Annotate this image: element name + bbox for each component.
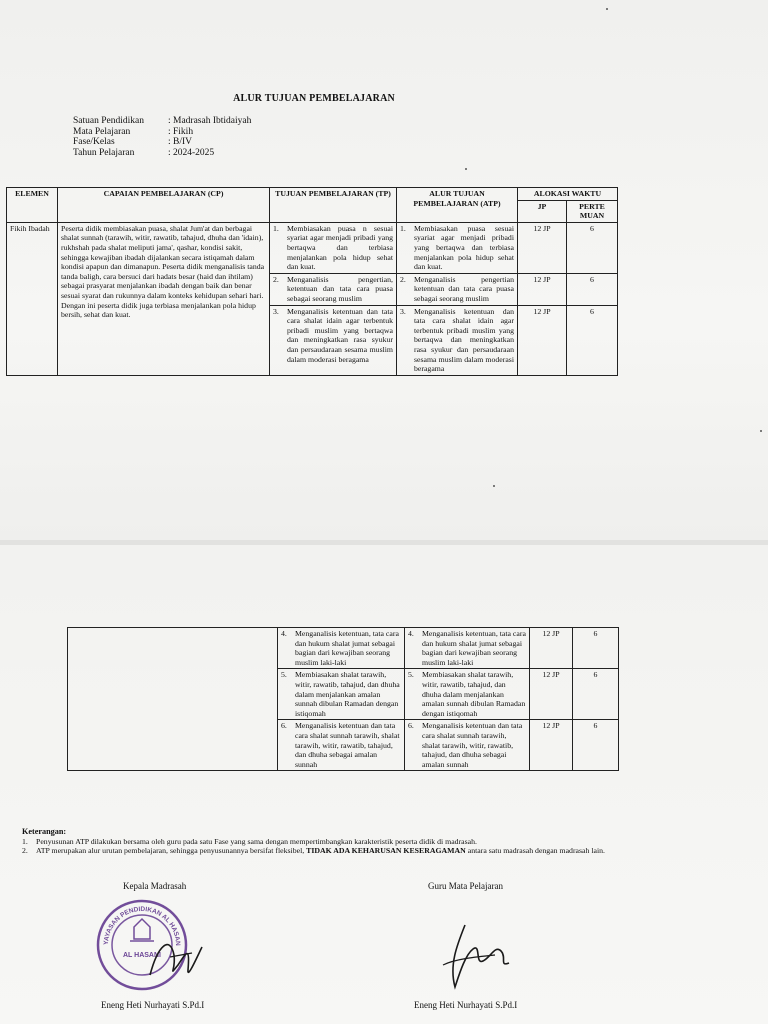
header-alokasi-waktu: ALOKASI WAKTU (518, 188, 618, 201)
pertemuan-cell: 6 (567, 273, 618, 305)
right-signature-title: Guru Mata Pelajaran (428, 881, 503, 891)
keterangan-heading: Keterangan: (22, 827, 67, 836)
table-row (68, 628, 619, 669)
document-info (73, 116, 251, 158)
info-label: Mata Pelajaran (73, 126, 131, 137)
left-signature-scribble (140, 925, 210, 985)
cp-cell: Peserta didik membiasakan puasa, shalat Jum'at dan berbagai shalat sunnah (tarawih, witir, rawatib, tahajud, dhuha dan 'idain), rukhshah pada shalat meliputi jama', qashar, kondisi sakit, sehingga kewajiban ibadah dijalankan secara istiqamah dalam kondisi apapun dan dimanapun. Peserta didik menganalisis tanda tanda baligh, cara bersuci dari hadats besar (haid dan ihtilam) sebagai prasyarat menjalankan ibadah dengan baik dan benar sesuai syarat dan rukunnya dalam konteks kehidupan sehari hari. Dengan ini peserta didik juga terbiasa menjalankan pola hidup bersih, sehat dan kuat. (58, 222, 270, 375)
pertemuan-cell: 6 (567, 222, 618, 273)
right-signature-scribble (435, 915, 525, 995)
header-pertemuan: PERTE MUAN (567, 200, 618, 222)
jp-cell: 12 JP (518, 305, 567, 375)
tp-cell: 4. Menganalisis ketentuan, tata cara dan hukum shalat jumat sebagai bagian dari kewajiban seorang muslim laki-laki (278, 628, 405, 669)
atp-cell: 4. Menganalisis ketentuan, tata cara dan hukum shalat jumat sebagai bagian dari kewajiban seorang muslim laki-laki (405, 628, 530, 669)
info-row (73, 137, 251, 148)
pertemuan-cell: 6 (567, 305, 618, 375)
left-signature-name: Eneng Heti Nurhayati S.Pd.I (101, 1000, 205, 1010)
right-signature-name: Eneng Heti Nurhayati S.Pd.I (414, 1000, 518, 1010)
info-label: Satuan Pendidikan (73, 116, 144, 126)
header-jp: JP (518, 200, 567, 222)
header-elemen: ELEMEN (7, 188, 58, 223)
cp-cell-continued (68, 628, 278, 771)
header-cp: CAPAIAN PEMBELAJARAN (CP) (58, 188, 270, 223)
tp-cell: 2. Menganalisis pengertian, ketentuan dan tata cara puasa sebagai seorang muslim (270, 273, 397, 305)
atp-cell: 3. Menganalisis ketentuan dan tata cara shalat idain agar terbentuk pribadi muslim yang bertaqwa dan meningkatkan rasa syukur dan persaudaraan sesama muslim dalam moderasi beragama (397, 305, 518, 375)
svg-text:YAYASAN PENDIDIKAN AL HASANI: YAYASAN PENDIDIKAN AL HASAN (102, 905, 182, 946)
info-row (73, 116, 251, 127)
atp-table-part-2 (67, 627, 619, 771)
tp-cell: 3. Menganalisis ketentuan dan tata cara shalat idain agar terbentuk pribadi muslim yang bertaqwa dan meningkatkan rasa syukur dan persaudaraan sesama muslim dalam moderasi beragama (270, 305, 397, 375)
pertemuan-cell: 6 (573, 720, 619, 771)
list-item: 2. ATP merupakan alur urutan pembelajaran, sehingga penyusunannya bersifat fleksibel, TIDAK ADA KEHARUSAN KESERAGAMAN antara satu madrasah dengan madrasah lain. (22, 846, 605, 855)
info-value: : B/IV (168, 137, 193, 147)
svg-text:AL HASANI: AL HASANI (123, 952, 161, 959)
jp-cell: 12 JP (530, 720, 573, 771)
info-value: : Fikih (168, 126, 194, 137)
info-value: : Madrasah Ibtidaiyah (168, 116, 252, 126)
jp-cell: 12 JP (518, 273, 567, 305)
tp-cell: 5. Membiasakan shalat tarawih, witir, rawatib, tahajud, dan dhuha dalam menjalankan amalan sunnah dibulan Ramadan dengan istiqomah (278, 669, 405, 720)
info-label: Fase/Kelas (73, 137, 115, 147)
jp-cell: 12 JP (530, 669, 573, 720)
left-signature-title: Kepala Madrasah (123, 881, 187, 891)
atp-table-part-1 (6, 187, 618, 376)
atp-cell: 5. Membiasakan shalat tarawih, witir, rawatib, tahajud, dan dhuha dalam menjalankan amalan sunnah dibulan Ramadan dengan istiqomah (405, 669, 530, 720)
document-title: ALUR TUJUAN PEMBELAJARAN (233, 93, 395, 104)
header-atp: ALUR TUJUAN PEMBELAJARAN (ATP) (397, 188, 518, 223)
page-2 (0, 545, 768, 1024)
elemen-cell: Fikih Ibadah (7, 222, 58, 375)
atp-cell: 2. Menganalisis pengertian ketentuan dan tata cara puasa sebagai seorang muslim (397, 273, 518, 305)
tp-cell: 6. Menganalisis ketentuan dan tata cara shalat sunnah tarawih, shalat tarawih, witir, rawatib, tahajud, dan dhuha sebagai amalan sunnah (278, 720, 405, 771)
info-row (73, 127, 251, 138)
header-tp: TUJUAN PEMBELAJARAN (TP) (270, 188, 397, 223)
jp-cell: 12 JP (530, 628, 573, 669)
table-row (7, 222, 618, 273)
tp-cell: 1. Membiasakan puasa n sesuai syariat agar menjadi pribadi yang bertaqwa dan terbiasa menjalankan pola hidup sehat dan kuat. (270, 222, 397, 273)
atp-cell: 6. Menganalisis ketentuan dan tata cara shalat sunnah tarawih, shalat tarawih, witir, rawatib, tahajud, dan dhuha sebagai amalan sunnah (405, 720, 530, 771)
keterangan-section (22, 827, 622, 856)
jp-cell: 12 JP (518, 222, 567, 273)
info-value: : 2024-2025 (168, 147, 215, 158)
list-item: 1. Penyusunan ATP dilakukan bersama oleh guru pada satu Fase yang sama dengan mempertimbangkan karakteristik peserta didik di madrasah. (22, 836, 477, 846)
pertemuan-cell: 6 (573, 628, 619, 669)
pertemuan-cell: 6 (573, 669, 619, 720)
info-label: Tahun Pelajaran (73, 147, 135, 158)
info-row (73, 148, 251, 159)
atp-cell: 1. Membiasakan puasa sesuai syariat agar menjadi pribadi yang bertaqwa dan terbiasa menjalankan pola hidup sehat dan kuat. (397, 222, 518, 273)
